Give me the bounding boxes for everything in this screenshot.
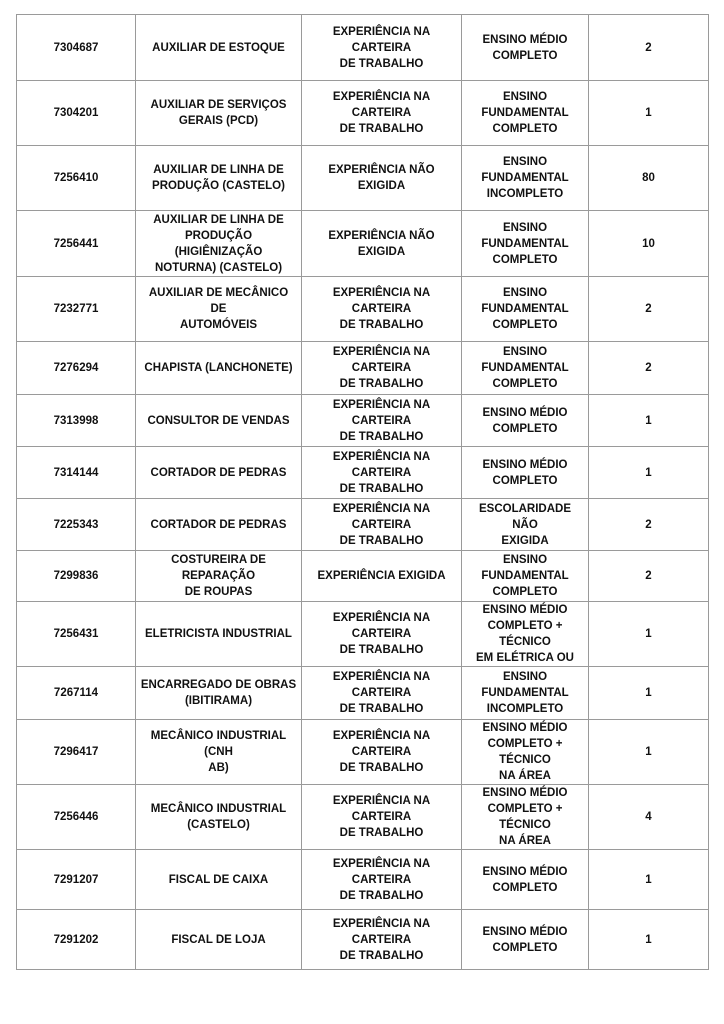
vacancies-cell: 1 [589,602,709,667]
job-code-cell: 7304201 [17,81,136,146]
table-row [17,447,709,499]
experience-cell: EXPERIÊNCIA NA CARTEIRA DE TRABALHO [302,602,462,667]
job-code-cell: 7304687 [17,15,136,81]
education-cell: ENSINO FUNDAMENTAL INCOMPLETO [462,146,589,211]
job-title-cell: AUXILIAR DE MECÂNICO DE AUTOMÓVEIS [136,277,302,342]
table-row [17,667,709,720]
job-rows [17,15,709,970]
experience-cell: EXPERIÊNCIA NA CARTEIRA DE TRABALHO [302,785,462,850]
job-vacancies-table [16,14,709,970]
job-title-cell: FISCAL DE LOJA [136,910,302,970]
job-title-cell: CHAPISTA (LANCHONETE) [136,342,302,395]
vacancies-cell: 1 [589,81,709,146]
job-code-cell: 7314144 [17,447,136,499]
job-code-cell: 7256431 [17,602,136,667]
education-cell: ENSINO FUNDAMENTAL COMPLETO [462,277,589,342]
education-cell: ENSINO MÉDIO COMPLETO [462,15,589,81]
job-title-cell: MECÂNICO INDUSTRIAL (CNH AB) [136,720,302,785]
job-code-cell: 7256446 [17,785,136,850]
table-row [17,910,709,970]
job-code-cell: 7291202 [17,910,136,970]
education-cell: ENSINO MÉDIO COMPLETO [462,447,589,499]
education-cell: ENSINO MÉDIO COMPLETO + TÉCNICO EM ELÉTRICA OU [462,602,589,667]
table-row [17,395,709,447]
vacancies-cell: 2 [589,277,709,342]
education-cell: ENSINO MÉDIO COMPLETO [462,395,589,447]
job-title-cell: COSTUREIRA DE REPARAÇÃO DE ROUPAS [136,551,302,602]
vacancies-cell: 2 [589,499,709,551]
education-cell: ENSINO FUNDAMENTAL COMPLETO [462,211,589,277]
table-row [17,850,709,910]
experience-cell: EXPERIÊNCIA NA CARTEIRA DE TRABALHO [302,850,462,910]
education-cell: ENSINO FUNDAMENTAL COMPLETO [462,81,589,146]
job-code-cell: 7256410 [17,146,136,211]
job-title-cell: CORTADOR DE PEDRAS [136,447,302,499]
job-code-cell: 7232771 [17,277,136,342]
experience-cell: EXPERIÊNCIA NÃO EXIGIDA [302,146,462,211]
vacancies-cell: 4 [589,785,709,850]
education-cell: ENSINO FUNDAMENTAL COMPLETO [462,551,589,602]
job-code-cell: 7299836 [17,551,136,602]
job-title-cell: AUXILIAR DE LINHA DE PRODUÇÃO (CASTELO) [136,146,302,211]
table-row [17,211,709,277]
table-row [17,342,709,395]
experience-cell: EXPERIÊNCIA NA CARTEIRA DE TRABALHO [302,667,462,720]
vacancies-cell: 2 [589,15,709,81]
job-title-cell: AUXILIAR DE ESTOQUE [136,15,302,81]
education-cell: ENSINO MÉDIO COMPLETO + TÉCNICO NA ÁREA [462,785,589,850]
job-title-cell: CORTADOR DE PEDRAS [136,499,302,551]
job-title-cell: AUXILIAR DE SERVIÇOS GERAIS (PCD) [136,81,302,146]
experience-cell: EXPERIÊNCIA NA CARTEIRA DE TRABALHO [302,81,462,146]
experience-cell: EXPERIÊNCIA NA CARTEIRA DE TRABALHO [302,720,462,785]
job-title-cell: MECÂNICO INDUSTRIAL (CASTELO) [136,785,302,850]
job-code-cell: 7267114 [17,667,136,720]
table-row [17,499,709,551]
job-title-cell: CONSULTOR DE VENDAS [136,395,302,447]
vacancies-cell: 1 [589,395,709,447]
vacancies-cell: 10 [589,211,709,277]
education-cell: ENSINO MÉDIO COMPLETO [462,850,589,910]
experience-cell: EXPERIÊNCIA NA CARTEIRA DE TRABALHO [302,447,462,499]
experience-cell: EXPERIÊNCIA EXIGIDA [302,551,462,602]
job-code-cell: 7296417 [17,720,136,785]
vacancies-cell: 80 [589,146,709,211]
job-code-cell: 7225343 [17,499,136,551]
experience-cell: EXPERIÊNCIA NÃO EXIGIDA [302,211,462,277]
table-row [17,277,709,342]
education-cell: ENSINO MÉDIO COMPLETO [462,910,589,970]
experience-cell: EXPERIÊNCIA NA CARTEIRA DE TRABALHO [302,499,462,551]
job-title-cell: ELETRICISTA INDUSTRIAL [136,602,302,667]
job-title-cell: AUXILIAR DE LINHA DE PRODUÇÃO (HIGIÊNIZAÇÃO NOTURNA) (CASTELO) [136,211,302,277]
job-title-cell: ENCARREGADO DE OBRAS (IBITIRAMA) [136,667,302,720]
table-row [17,551,709,602]
table-row [17,602,709,667]
job-code-cell: 7291207 [17,850,136,910]
vacancies-cell: 1 [589,447,709,499]
table-row [17,785,709,850]
job-code-cell: 7256441 [17,211,136,277]
experience-cell: EXPERIÊNCIA NA CARTEIRA DE TRABALHO [302,342,462,395]
job-code-cell: 7276294 [17,342,136,395]
experience-cell: EXPERIÊNCIA NA CARTEIRA DE TRABALHO [302,395,462,447]
job-code-cell: 7313998 [17,395,136,447]
vacancies-cell: 2 [589,551,709,602]
education-cell: ENSINO FUNDAMENTAL INCOMPLETO [462,667,589,720]
table-row [17,720,709,785]
vacancies-cell: 1 [589,850,709,910]
table-row [17,15,709,81]
vacancies-cell: 1 [589,910,709,970]
vacancies-cell: 1 [589,720,709,785]
experience-cell: EXPERIÊNCIA NA CARTEIRA DE TRABALHO [302,910,462,970]
vacancies-cell: 1 [589,667,709,720]
experience-cell: EXPERIÊNCIA NA CARTEIRA DE TRABALHO [302,15,462,81]
vacancies-cell: 2 [589,342,709,395]
table-row [17,146,709,211]
education-cell: ENSINO FUNDAMENTAL COMPLETO [462,342,589,395]
job-title-cell: FISCAL DE CAIXA [136,850,302,910]
table-row [17,81,709,146]
experience-cell: EXPERIÊNCIA NA CARTEIRA DE TRABALHO [302,277,462,342]
education-cell: ESCOLARIDADE NÃO EXIGIDA [462,499,589,551]
education-cell: ENSINO MÉDIO COMPLETO + TÉCNICO NA ÁREA [462,720,589,785]
